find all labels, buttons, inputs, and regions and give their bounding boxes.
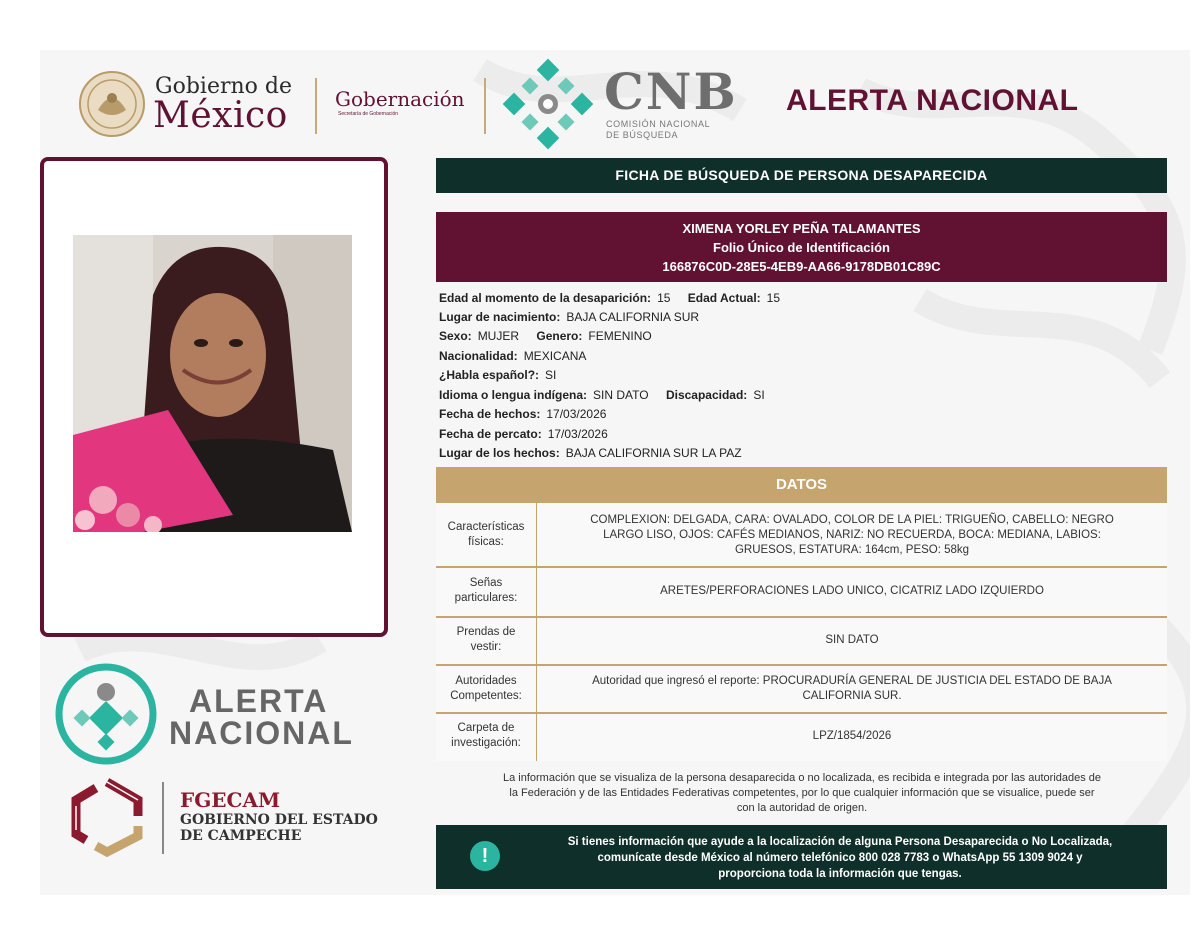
gobierno-label: Gobierno de [155,74,292,99]
row-label: Características físicas: [447,521,525,548]
info-row-edad: Edad al momento de la desaparición: 15 Edad Actual: 15 [439,291,781,305]
header-divider [315,78,317,134]
info-row-fecha-percato: Fecha de percato: 17/03/2026 [439,427,608,441]
alerta-logo-line2: NACIONAL [169,715,354,751]
row-label: Prendas de vestir: [456,626,516,653]
info-row-idioma: Idioma o lengua indígena: SIN DATO Discapacidad: SI [439,388,765,402]
cnb-logo-icon [502,58,594,150]
header-divider [484,78,486,134]
cnb-label: CNB [604,62,738,121]
contact-text: Si tienes información que ayude a la localización de alguna Persona Desaparecida o No Localizada, comunícate desde México al número telefónico 800 028 7783 o WhatsApp 55 1309 9024 y proporciona toda la información que tengas. [567,836,1113,880]
table-row [436,618,1167,664]
mexico-label: México [153,95,288,136]
person-photo [73,235,352,532]
row-label: Autoridades Competentes: [450,675,522,702]
info-row-fecha-hechos: Fecha de hechos: 17/03/2026 [439,407,607,421]
fgecam-subtitle: GOBIERNO DEL ESTADO [180,812,378,828]
person-name: XIMENA YORLEY PEÑA TALAMANTES [682,221,921,236]
row-value: Autoridad que ingresó el reporte: PROCURADURÍA GENERAL DE JUSTICIA DEL ESTADO DE BAJA CALIFORNIA SUR. [592,675,1112,702]
table-row [436,714,1167,761]
table-row [436,503,1167,567]
info-row-sexo: Sexo: MUJER Genero: FEMENINO [439,329,652,343]
alerta-nacional-title: ALERTA NACIONAL [786,84,1079,117]
fgecam-divider [162,782,164,854]
fgecam-subtitle: DE CAMPECHE [180,828,302,844]
row-label: Señas particulares: [454,577,518,604]
cnb-sub-label: COMISIÓN NACIONAL DE BÚSQUEDA [606,119,711,140]
info-row-lugar-hechos: Lugar de los hechos: BAJA CALIFORNIA SUR LA PAZ [439,446,742,460]
ficha-title-bar: FICHA DE BÚSQUEDA DE PERSONA DESAPARECIDA [436,158,1167,193]
info-row-espanol: ¿Habla español?: SI [439,368,557,382]
row-value: LPZ/1854/2026 [812,730,892,742]
gobernacion-sub-label: Secretaría de Gobernación [338,111,399,117]
info-row-nacionalidad: Nacionalidad: MEXICANA [439,349,587,363]
alerta-logo-line1: ALERTA [189,683,329,719]
table-row [436,568,1167,616]
folio-label: Folio Único de Identificación [713,240,890,255]
row-label: Carpeta de investigación: [451,722,521,749]
table-row [436,666,1167,712]
person-header [436,212,1167,282]
fgecam-title: FGECAM [180,788,281,812]
escudo-nacional-icon [78,70,146,138]
fgecam-logo-icon [66,776,148,858]
row-value: COMPLEXION: DELGADA, CARA: OVALADO, COLOR DE LA PIEL: TRIGUEÑO, CABELLO: NEGRO LARGO LISO, OJOS: CAFÉS MEDIANOS, NARIZ: NO RECUERDA, BOCA: MEDIANA, LABIOS: GRUESOS, ESTATURA: 164cm, PESO: 58kg [590,514,1114,556]
row-value: SIN DATO [825,634,879,646]
alerta-nacional-logo-icon [54,662,158,766]
row-value: ARETES/PERFORACIONES LADO UNICO, CICATRIZ LADO IZQUIERDO [660,585,1044,597]
datos-header: DATOS [436,467,1167,503]
exclamation-icon: ! [470,841,500,871]
disclaimer-text: La información que se visualiza de la persona desaparecida o no localizada, es recibida e integrada por las autoridades de la Federación y de las Entidades Federativas competentes, por lo que cualquier información que se visualice, puede ser con la autoridad de origen. [502,772,1102,814]
gobernacion-label: Gobernación [335,87,465,111]
folio-value: 166876C0D-28E5-4EB9-AA66-9178DB01C89C [662,259,941,274]
info-row-nacimiento: Lugar de nacimiento: BAJA CALIFORNIA SUR [439,310,700,324]
